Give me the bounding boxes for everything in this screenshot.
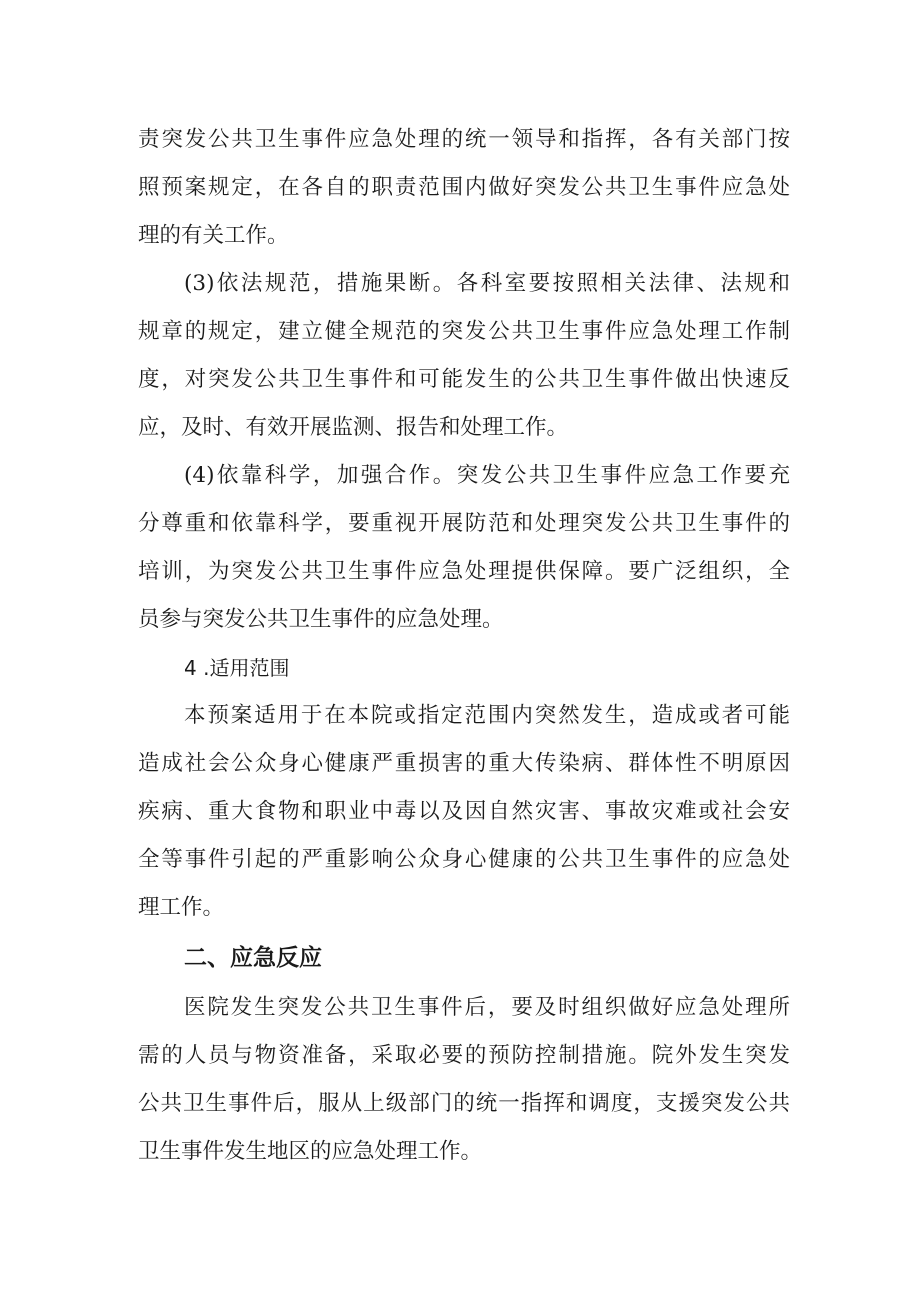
text-line: 造成社会公众身心健康严重损害的重大传染病、群体性不明原因: [138, 751, 790, 776]
text-line: 照预案规定，在各自的职责范围内做好突发公共卫生事件应急处: [138, 175, 790, 200]
paragraph-leadership: [138, 116, 790, 260]
text-line: 员参与突发公共卫生事件的应急处理。: [138, 607, 504, 632]
text-line: 度，对突发公共卫生事件和可能发生的公共卫生事件做出快速反: [138, 367, 790, 392]
document-body: [138, 116, 790, 1176]
text-line: 本预案适用于在本院或指定范围内突然发生，造成或者可能: [184, 703, 790, 728]
text-line: 疾病、重大食物和职业中毒以及因自然灾害、事故灾难或社会安: [138, 799, 790, 824]
text-line: 应，及时、有效开展监测、报告和处理工作。: [138, 415, 569, 440]
text-line: (3)依法规范，措施果断。各科室要按照相关法律、法规和: [184, 271, 790, 296]
text-line: 责突发公共卫生事件应急处理的统一领导和指挥，各有关部门按: [138, 127, 790, 152]
text-line: (4)依靠科学，加强合作。突发公共卫生事件应急工作要充: [184, 463, 790, 488]
text-line: 规章的规定，建立健全规范的突发公共卫生事件应急处理工作制: [138, 319, 790, 344]
text-line: 卫生事件发生地区的应急处理工作。: [138, 1139, 483, 1164]
text-line: 理的有关工作。: [138, 223, 289, 248]
section-subheading-scope: 4 .适用范围: [184, 656, 290, 680]
text-line: 医院发生突发公共卫生事件后，要及时组织做好应急处理所: [184, 995, 790, 1020]
text-line: 理工作。: [138, 895, 225, 920]
paragraph-scope: [138, 692, 790, 932]
paragraph-emergency-response: [138, 984, 790, 1176]
section-heading-emergency-response: 二、应急反应: [184, 945, 322, 971]
paragraph-principle-4: [138, 452, 790, 644]
text-line: 公共卫生事件后，服从上级部门的统一指挥和调度，支援突发公共: [138, 1091, 790, 1116]
paragraph-principle-3: [138, 260, 790, 452]
text-line: 需的人员与物资准备，采取必要的预防控制措施。院外发生突发: [138, 1043, 790, 1068]
text-line: 分尊重和依靠科学，要重视开展防范和处理突发公共卫生事件的: [138, 511, 790, 536]
text-line: 全等事件引起的严重影响公众身心健康的公共卫生事件的应急处: [138, 847, 790, 872]
text-line: 培训，为突发公共卫生事件应急处理提供保障。要广泛组织，全: [138, 559, 790, 584]
